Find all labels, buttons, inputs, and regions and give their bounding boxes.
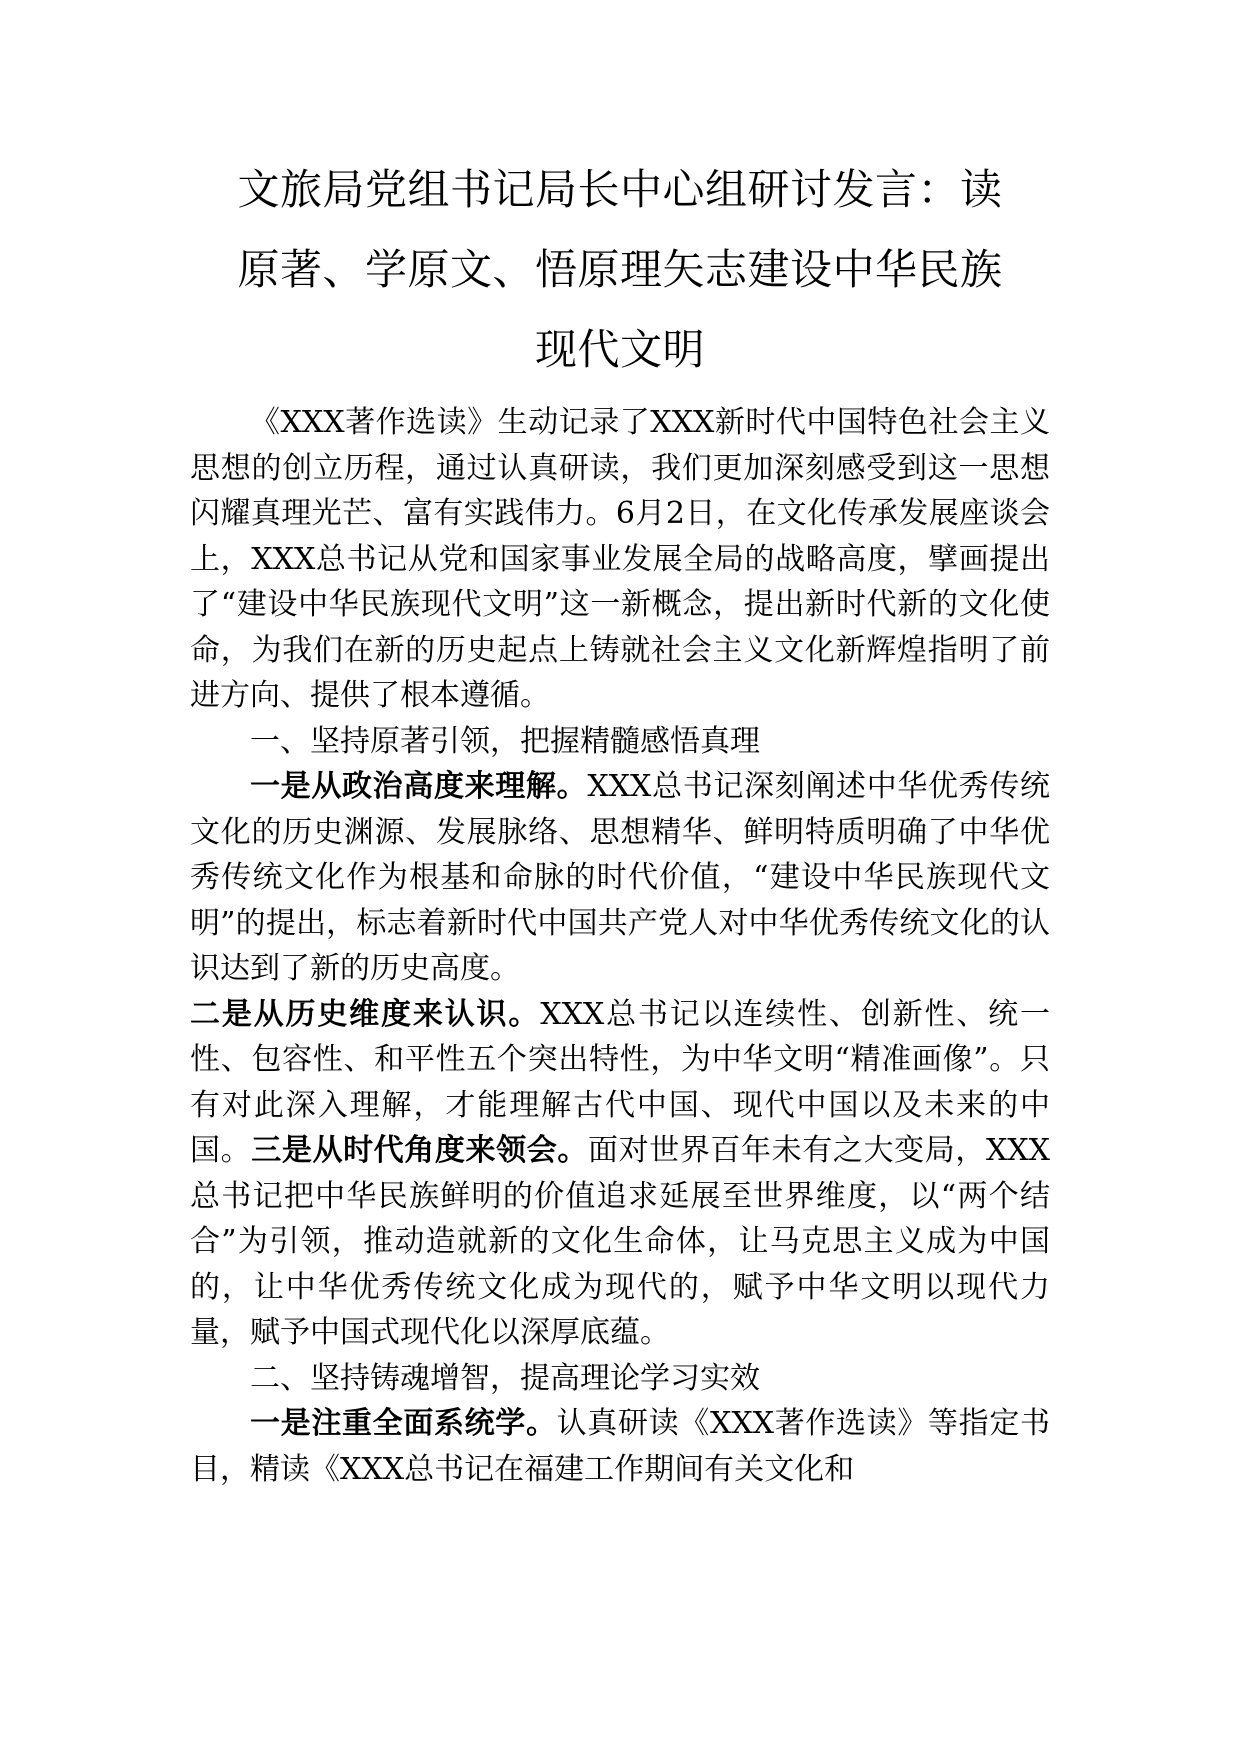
title-line-2: 原著、学原文、悟原理矢志建设中华民族 [237,245,1003,294]
point-3-lead: 三是从时代角度来领会。 [251,1133,588,1168]
point-3-text: 面对世界百年未有之大变局，XXX总书记把中华民族鲜明的价值追求延展至世界维度，以“两个结合”为引领，推动造就新的文化生命体，让马克思主义成为中国的，让中华优秀传统文化成为现代的，赋予中华文明以现代力量，赋予中国式现代化以深厚底蕴。 [190,1133,1051,1350]
section-1-paragraph-cont [190,992,1050,1356]
point-1-lead: 一是从政治高度来理解。 [250,769,588,804]
title-line-1: 文旅局党组书记局长中心组研讨发言：读 [237,165,1003,214]
section-2-point-1-lead: 一是注重全面系统学。 [250,1406,557,1441]
point-2-lead: 二是从历史维度来认识。 [190,996,541,1032]
section-2-heading: 二、坚持铸魂增智，提高理论学习实效 [250,1360,760,1396]
document-title [190,150,1050,390]
section-2-paragraph [190,1401,1050,1492]
section-1-heading: 一、坚持原著引领，把握精髓感悟真理 [250,723,760,759]
point-1-text: XXX总书记深刻阐述中华优秀传统文化的历史渊源、发展脉络、思想精华、鲜明特质明确了中华优秀传统文化作为根基和命脉的时代价值，“建设中华民族现代文明”的提出，标志着新时代中国共产党人对中华优秀传统文化的认识达到了新的历史高度。 [190,769,1051,986]
section-2-point-1-text: 认真研读《XXX著作选读》等指定书目，精读《XXX总书记在福建工作期间有关文化和 [190,1406,1051,1487]
section-1-paragraph [190,764,1050,992]
intro-paragraph: 《XXX著作选读》生动记录了XXX新时代中国特色社会主义思想的创立历程，通过认真研读，我们更加深刻感受到这一思想闪耀真理光芒、富有实践伟力。6月2日，在文化传承发展座谈会上，XXX总书记从党和国家事业发展全局的战略高度，擘画提出了“建设中华民族现代文明”这一新概念，提出新时代新的文化使命，为我们在新的历史起点上铸就社会主义文化新辉煌指明了前进方向、提供了根本遵循。 [190,405,1050,713]
document-page [190,150,1050,1492]
point-2-text: XXX总书记以连续性、创新性、统一性、包容性、和平性五个突出特性，为中华文明“精准画像”。只有对此深入理解，才能理解古代中国、现代中国以及未来的中国。 [190,996,1051,1168]
title-line-3: 现代文明 [534,325,705,374]
document-body [190,400,1050,1492]
